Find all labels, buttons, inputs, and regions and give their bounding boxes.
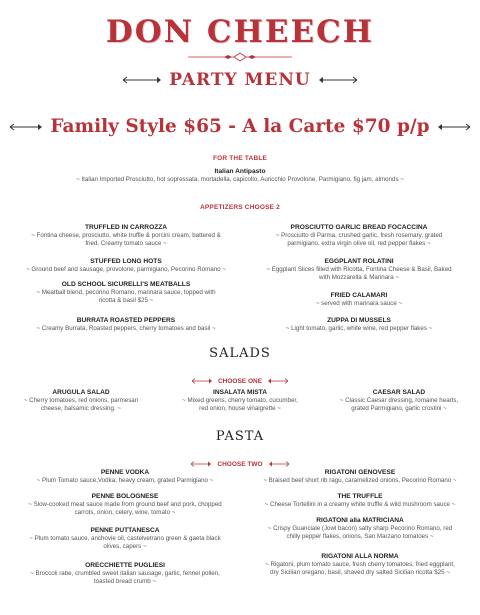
item-desc: ~ Classic Caesar dressing, romaine hearts, — [339, 397, 459, 404]
party-menu-row — [0, 70, 480, 90]
pricing-title: Family Style $65 - A la Carte $70 p/p — [50, 116, 430, 137]
item-desc: ~ Broccoli rabe, crumbled sweet italian sausage, garlic, fennel pollen, — [30, 570, 220, 577]
item-name: INSALATA MISTA — [213, 389, 267, 396]
item-name: PROSCIUTTO GARLIC BREAD FOCACCINA — [290, 224, 428, 231]
item-name: PENNE PUTTANESCA — [90, 527, 160, 534]
arrow-left-icon — [121, 75, 161, 85]
menu-item — [6, 527, 244, 552]
item-desc: with Mozzarella & Marinara ~ — [319, 274, 399, 282]
menu-item — [244, 224, 474, 249]
item-name: RIGATONI ALLA NORMA — [321, 553, 399, 560]
menu-item — [160, 389, 320, 414]
restaurant-name: DON CHEECH — [105, 14, 375, 50]
menu-item — [2, 389, 160, 414]
item-desc: grated Parmigiano, garlic crostini ~ — [351, 405, 447, 413]
salads-choose-row — [0, 372, 480, 390]
item-name: BURRATA ROASTED PEPPERS — [76, 317, 176, 324]
menu-item — [6, 469, 244, 485]
item-name: FRIED CALAMARI — [330, 292, 388, 299]
arrow-right-icon — [268, 372, 290, 390]
item-desc: ~ Fontina cheese, prosciutto, white truffle & porcini cream, battered & — [31, 232, 221, 239]
item-desc: red onion, house vinaigrette ~ — [199, 405, 281, 413]
item-desc: fried. Creamy tomato sauce ~ — [85, 240, 167, 248]
menu-item — [6, 493, 244, 518]
menu-item — [8, 317, 244, 333]
menu-item — [244, 553, 476, 578]
pasta-heading: PASTA — [215, 429, 265, 444]
item-desc: chilly pepper flakes, onions, San Marzano tomatoes ~ — [286, 533, 434, 541]
item-name: CAESAR SALAD — [372, 389, 426, 396]
menu-item — [244, 469, 476, 485]
item-desc: ~ Plum Tomato sauce,Vodka, heavy cream, grated Parmigiano ~ — [36, 477, 214, 484]
menu-item — [244, 258, 474, 283]
arrow-right-icon — [319, 75, 359, 85]
item-name: EGGPLANT ROLATINI — [324, 258, 394, 265]
menu-item — [8, 281, 244, 306]
item-desc: ~ Eggplant Slices filled with Ricotta, Fontina Cheese & Basil, Baked — [266, 266, 452, 273]
pricing-row — [0, 116, 480, 137]
item-desc: ~ Braised beef short rib ragu, caramelized onions, Pecorino Romano ~ — [263, 477, 457, 484]
item-name: TRUFFLED IN CARROZZA — [84, 224, 168, 231]
item-desc: ~ Italian Imported Prosciutto, hot sopressata, mortadella, capicollo, Auricchio Provolone, Parmigiano, fig jam, almonds ~ — [76, 176, 404, 183]
pasta-choose-label: CHOOSE TWO — [217, 460, 263, 468]
item-name: STUFFED LONG HOTS — [90, 258, 162, 265]
item-name: ARUGULA SALAD — [52, 389, 110, 396]
item-desc: ~ Creamy Burrata, Roasted peppers, cherry tomatoes and basil ~ — [36, 325, 216, 332]
item-desc: ~ Ground beef and sausage, provolone, parmigiano, Pecorino Romano ~ — [26, 266, 226, 273]
appetizers-label: APPETIZERS CHOOSE 2 — [199, 204, 280, 211]
menu-item — [244, 317, 474, 333]
item-name: PENNE VODKA — [100, 469, 150, 476]
item-desc: ~ Cherry tomatoes, red onions, parmesan — [23, 397, 139, 404]
item-desc: ~ Cheese Tortellini in a creamy white truffle & wild mushroom sauce ~ — [264, 501, 456, 508]
item-desc: ~ Light tomato, garlic, white wine, red pepper flakes ~ — [285, 325, 433, 332]
item-desc: ~ Prosciutto di Parma, crushed garlic, fresh rosemary, grated — [275, 232, 443, 239]
salads-heading: SALADS — [209, 346, 271, 361]
item-name: ORECCHIETTE PUGLIESI — [85, 562, 165, 569]
item-desc: ~ Mixed greens, cherry tomato, cucumber, — [182, 397, 298, 404]
arrow-left-icon — [8, 122, 42, 132]
ornament-divider — [188, 52, 292, 62]
antipasto-item — [0, 168, 480, 184]
item-desc: dry Sicilian oregano, basil, shaved dry salted Sicilian ricotta $25 ~ — [270, 569, 450, 577]
menu-item — [244, 493, 476, 509]
item-name: OLD SCHOOL SICURELLI'S MEATBALLS — [61, 281, 191, 288]
item-name: RIGATONI alla MATRICIANA — [316, 517, 404, 524]
item-name: PENNE BOLOGNESE — [91, 493, 159, 500]
menu-item — [320, 389, 478, 414]
item-desc: ~ Crispy Guanciale (Jowl bacon) salty sharp Pecorino Romano, red — [267, 525, 453, 532]
arrow-right-icon — [438, 122, 472, 132]
menu-item — [244, 517, 476, 542]
item-desc: ~ Meatball blend, pecorino Romano, marinara sauce, topped with — [36, 289, 216, 296]
salads-choose-label: CHOOSE ONE — [217, 377, 263, 385]
item-desc: ~ Plum tomato sauce, anchovie oil, castelvetrano green & gaeta black — [29, 535, 221, 542]
arrow-left-icon — [190, 372, 212, 390]
item-desc: ricotta & basil $25 ~ — [98, 297, 154, 305]
menu-item — [8, 224, 244, 249]
item-desc: parmigiano, extra virgin olive oil, red pepper flakes ~ — [287, 240, 431, 248]
item-name: Italian Antipasto — [214, 168, 266, 175]
item-desc: ~ Rigatoni, plum tomato sauce, fresh cherry tomatoes, fried eggplant, — [265, 561, 455, 568]
menu-title: PARTY MENU — [169, 70, 311, 90]
item-name: THE TRUFFLE — [337, 493, 383, 500]
menu-item — [6, 562, 244, 587]
item-desc: cheese, balsamic dressing. ~ — [41, 405, 121, 413]
item-desc: ~ served with marinara sauce ~ — [315, 300, 403, 307]
menu-item — [244, 292, 474, 308]
menu-item — [8, 258, 244, 274]
item-name: ZUPPA DI MUSSELS — [327, 317, 391, 324]
item-desc: olives, capers ~ — [103, 543, 147, 551]
for-the-table-label: FOR THE TABLE — [212, 155, 268, 162]
item-desc: toasted bread crumb ~ — [93, 578, 157, 586]
item-desc: ~ Slow-cooked meat sauce made from ground beef and pork, chopped — [28, 501, 222, 508]
item-desc: carrots, onion, celery, wine, tomato ~ — [74, 509, 176, 517]
item-name: RIGATONI GENOVESE — [324, 469, 396, 476]
